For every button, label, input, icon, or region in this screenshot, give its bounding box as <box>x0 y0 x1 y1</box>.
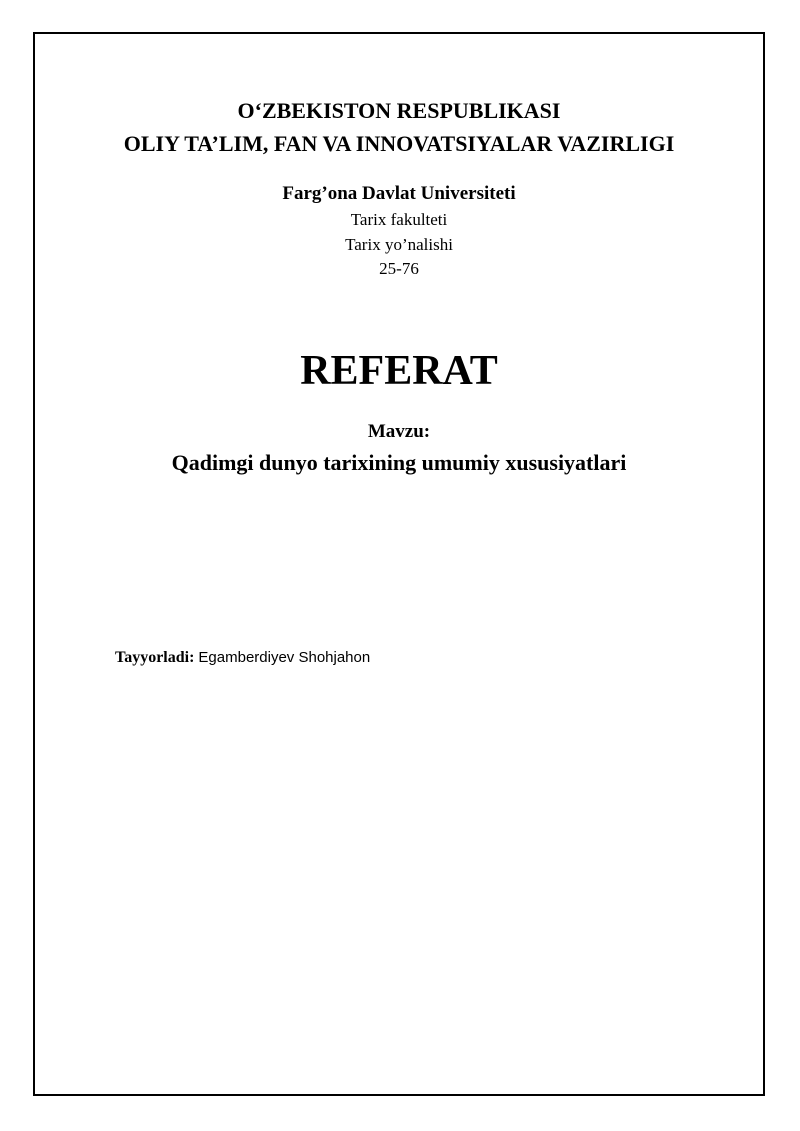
topic-label: Mavzu: <box>367 421 431 442</box>
document-type-title: REFERAT <box>300 348 498 394</box>
prepared-by-label: Tayyorladi: <box>115 649 195 666</box>
prepared-by <box>115 650 370 666</box>
topic-title: Qadimgi dunyo tarixining umumiy xususiyatlari <box>171 450 627 475</box>
ministry-title: OLIY TA’LIM, FAN VA INNOVATSIYALAR VAZIRLIGI <box>123 131 675 156</box>
country-title: O‘ZBEKISTON RESPUBLIKASI <box>237 98 561 123</box>
university-name: Farg’ona Davlat Universiteti <box>282 183 516 204</box>
direction-name: Tarix yo’nalishi <box>345 235 453 254</box>
group-number: 25-76 <box>379 259 419 278</box>
author-name: Egamberdiyev Shohjahon <box>198 649 371 666</box>
faculty-name: Tarix fakulteti <box>350 210 448 229</box>
